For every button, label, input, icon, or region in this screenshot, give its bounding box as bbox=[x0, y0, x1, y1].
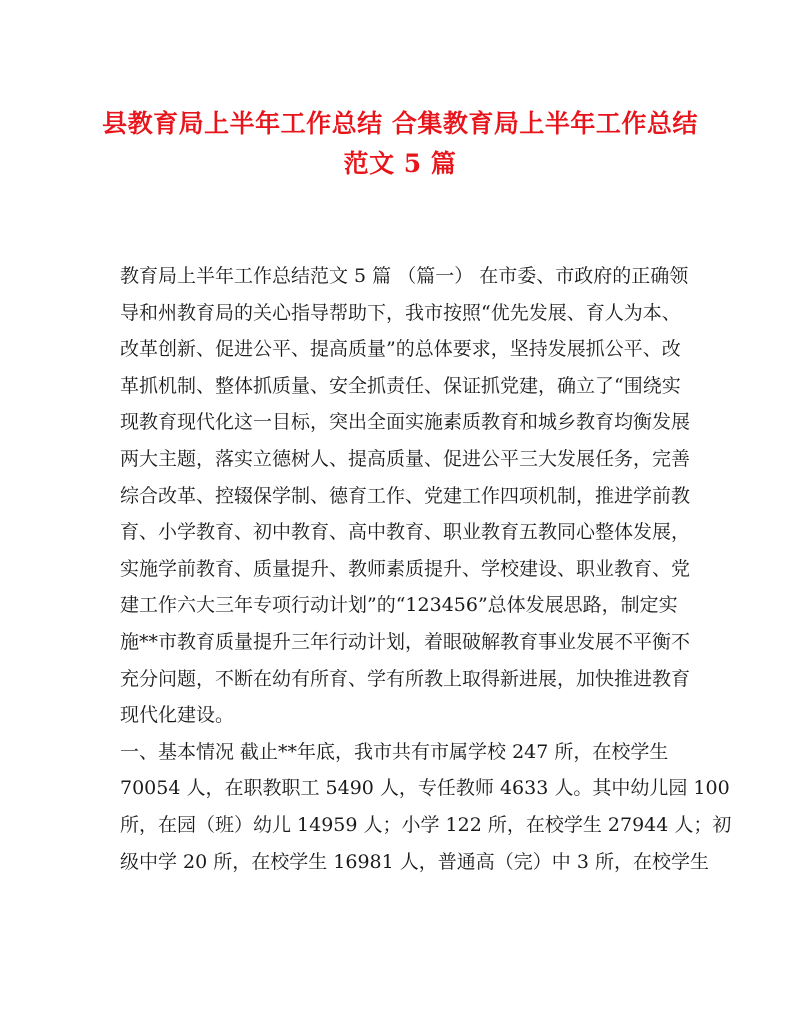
body-line: 实施学前教育、质量提升、教师素质提升、学校建设、职业教育、党 bbox=[120, 557, 691, 580]
body-line: 综合改革、控辍保学制、德育工作、党建工作四项机制，推进学前教 bbox=[120, 484, 691, 507]
document-body bbox=[120, 258, 732, 880]
body-line: 导和州教育局的关心指导帮助下，我市按照“优先发展、育人为本、 bbox=[120, 301, 681, 324]
body-line: 70054 人，在职教职工 5490 人，专任教师 4633 人。其中幼儿园 100 bbox=[120, 777, 730, 800]
body-line: 两大主题，落实立德树人、提高质量、促进公平三大发展任务，完善 bbox=[120, 447, 691, 470]
body-line: 级中学 20 所，在校学生 16981 人，普通高（完）中 3 所，在校学生 bbox=[120, 850, 709, 873]
body-line: 充分问题，不断在幼有所育、学有所教上取得新进展，加快推进教育 bbox=[120, 667, 691, 690]
title-line-2: 范文 5 篇 bbox=[343, 149, 457, 178]
body-line: 一、基本情况 截止**年底，我市共有市属学校 247 所，在校学生 bbox=[120, 740, 669, 763]
body-line: 育、小学教育、初中教育、高中教育、职业教育五教同心整体发展， bbox=[120, 521, 691, 544]
body-line: 施**市教育质量提升三年行动计划，着眼破解教育事业发展不平衡不 bbox=[120, 630, 691, 653]
title-line-1: 县教育局上半年工作总结 合集教育局上半年工作总结 bbox=[102, 109, 698, 138]
body-line: 所，在园（班）幼儿 14959 人；小学 122 所，在校学生 27944 人；初 bbox=[120, 813, 732, 836]
body-line: 革抓机制、整体抓质量、安全抓责任、保证抓党建，确立了“围绕实 bbox=[120, 374, 681, 397]
body-line: 现代化建设。 bbox=[120, 704, 235, 727]
body-line: 现教育现代化这一目标，突出全面实施素质教育和城乡教育均衡发展 bbox=[120, 411, 691, 434]
body-line: 教育局上半年工作总结范文 5 篇 （篇一） 在市委、市政府的正确领 bbox=[120, 265, 689, 287]
document-title bbox=[100, 104, 700, 184]
body-line: 建工作六大三年专项行动计划”的“123456”总体发展思路，制定实 bbox=[120, 594, 678, 617]
body-line: 改革创新、促进公平、提高质量”的总体要求，坚持发展抓公平、改 bbox=[120, 338, 681, 361]
